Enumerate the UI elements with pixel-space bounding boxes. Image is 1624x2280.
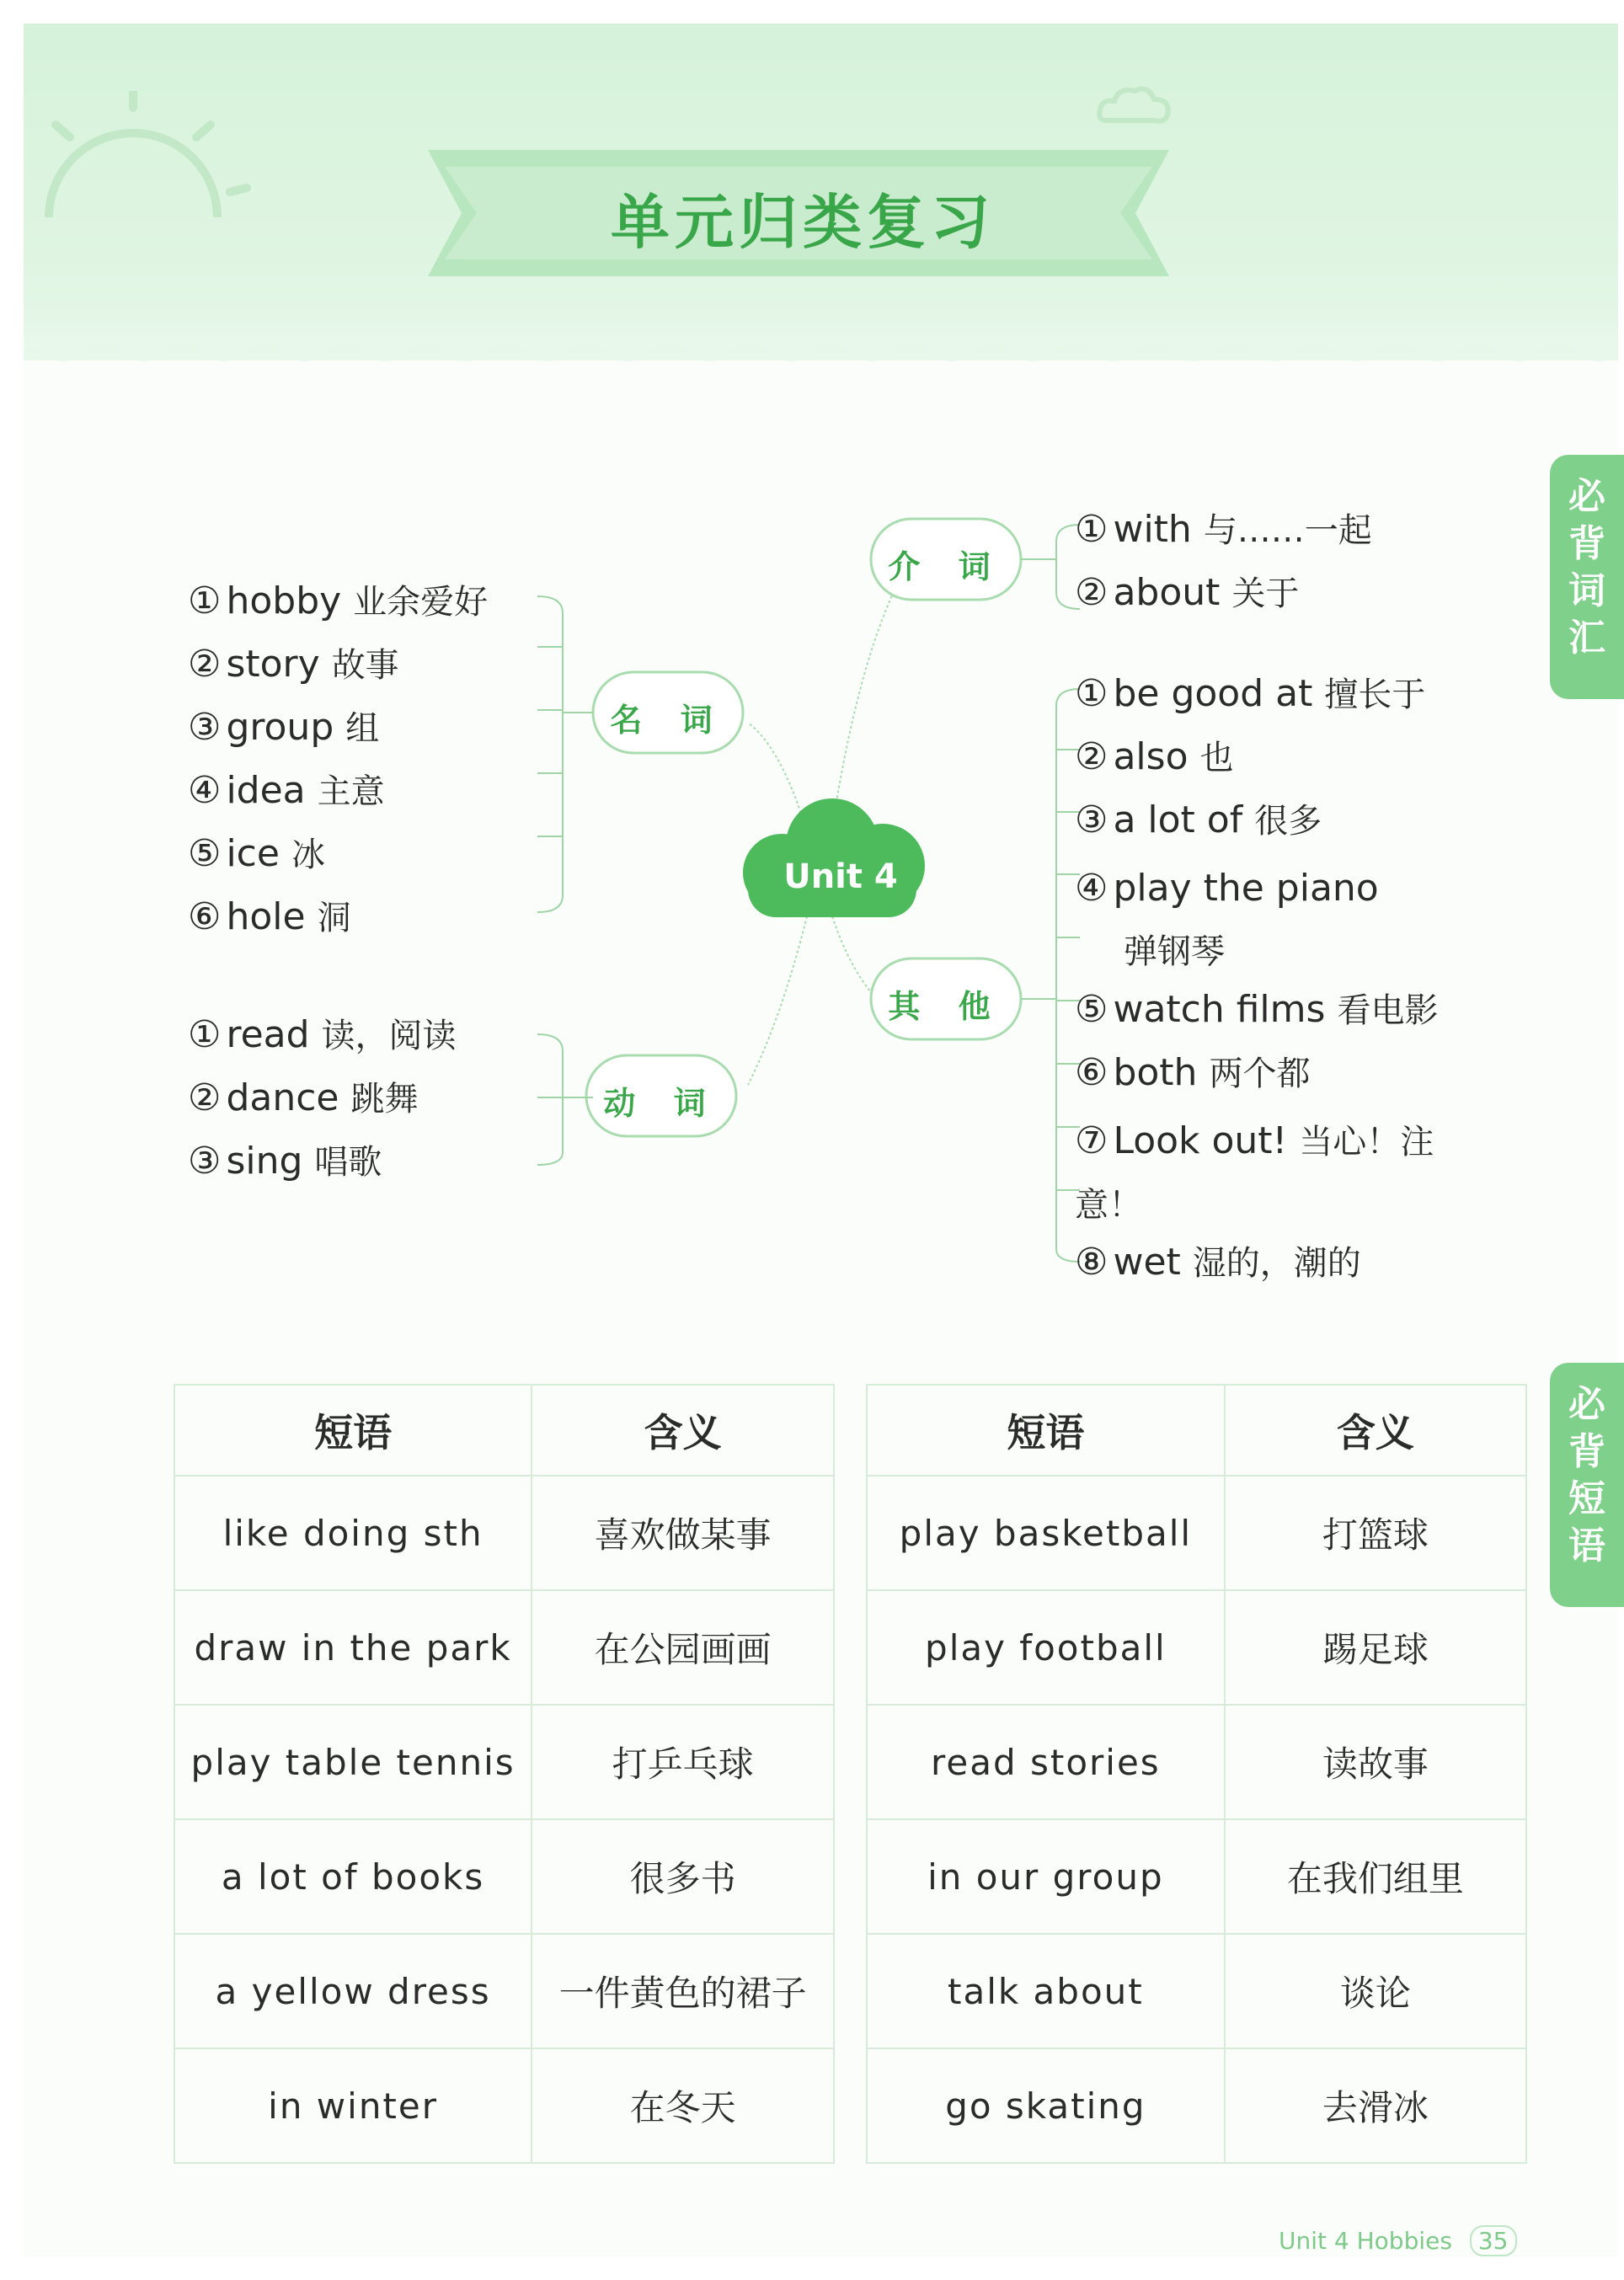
table-row xyxy=(174,1705,834,1819)
phrase-cell: in winter xyxy=(174,2048,532,2163)
table-row xyxy=(867,1934,1526,2048)
item-number: ③ xyxy=(188,1140,222,1183)
item-number: ⑤ xyxy=(188,832,222,875)
side-tab-char: 词 xyxy=(1568,569,1605,612)
item-number: ⑧ xyxy=(1075,1241,1108,1284)
side-tab-char: 必 xyxy=(1568,1383,1605,1426)
phrase-cell: play table tennis xyxy=(174,1705,532,1819)
item-en: sing xyxy=(226,1140,303,1183)
item-number: ② xyxy=(188,1076,222,1119)
item-en: story xyxy=(226,643,320,686)
side-tab-char: 背 xyxy=(1568,522,1605,565)
meaning-cell: 在冬天 xyxy=(532,2048,834,2163)
item-en: with xyxy=(1113,508,1192,551)
other-item xyxy=(1075,668,1425,716)
phrase-cell: read stories xyxy=(867,1705,1225,1819)
item-number: ② xyxy=(1075,571,1108,614)
side-tab-char: 必 xyxy=(1568,475,1605,518)
side-tab-char: 语 xyxy=(1568,1524,1605,1567)
item-number: ③ xyxy=(188,706,222,749)
node-label-nouns: 名 词 xyxy=(610,702,726,739)
item-cn: 故事 xyxy=(331,646,399,685)
page-footer xyxy=(1279,2225,1517,2256)
table-row xyxy=(867,1705,1526,1819)
item-cn: 与……一起 xyxy=(1203,511,1372,550)
item-number: ① xyxy=(1075,672,1108,715)
item-number: ① xyxy=(188,1013,222,1056)
item-number: ② xyxy=(188,643,222,686)
item-cn: 唱歌 xyxy=(314,1143,382,1182)
item-cn: 跳舞 xyxy=(350,1080,419,1119)
header-phrase: 短语 xyxy=(174,1385,532,1476)
item-en: watch films xyxy=(1113,988,1326,1031)
item-cn: 湿的，潮的 xyxy=(1192,1244,1361,1283)
table-row xyxy=(867,1590,1526,1705)
header-meaning: 含义 xyxy=(1225,1385,1526,1476)
item-en: hobby xyxy=(226,579,342,622)
noun-item xyxy=(188,638,399,686)
verb-item xyxy=(188,1072,419,1120)
item-cn: 关于 xyxy=(1231,574,1300,613)
side-tab-phrases xyxy=(1550,1363,1624,1607)
item-cn: 主意 xyxy=(317,772,385,811)
center-node-label: Unit 4 xyxy=(783,857,898,896)
item-cn: 业余爱好 xyxy=(353,583,489,622)
meaning-cell: 在公园画画 xyxy=(532,1590,834,1705)
other-item xyxy=(1075,731,1233,779)
phrase-cell: like doing sth xyxy=(174,1476,532,1590)
side-tab-char: 汇 xyxy=(1568,617,1605,659)
item-number: ④ xyxy=(188,769,222,812)
item-number: ③ xyxy=(1075,798,1108,841)
table-row xyxy=(867,2048,1526,2163)
phrase-cell: play football xyxy=(867,1590,1225,1705)
item-cn: 读，阅读 xyxy=(321,1017,457,1055)
phrase-table-right xyxy=(866,1384,1527,2164)
phrase-cell: draw in the park xyxy=(174,1590,532,1705)
meaning-cell: 一件黄色的裙子 xyxy=(532,1934,834,2048)
item-cn: 冰 xyxy=(291,836,325,874)
noun-item xyxy=(188,891,351,939)
item-en: a lot of xyxy=(1113,798,1243,841)
verb-item xyxy=(188,1135,382,1183)
item-en: ice xyxy=(226,832,280,875)
item-en: Look out! xyxy=(1113,1119,1288,1162)
noun-item xyxy=(188,575,488,623)
table-row xyxy=(174,1590,834,1705)
item-number: ② xyxy=(1075,735,1108,778)
noun-item xyxy=(188,828,325,876)
item-number: ⑥ xyxy=(188,895,222,938)
item-en: be good at xyxy=(1113,672,1313,715)
item-cn: 很多 xyxy=(1254,802,1322,841)
item-number: ① xyxy=(188,579,222,622)
item-en: read xyxy=(226,1013,310,1056)
meaning-cell: 打篮球 xyxy=(1225,1476,1526,1590)
table-row xyxy=(174,1819,834,1934)
item-cn: 组 xyxy=(345,709,380,748)
meaning-cell: 打乒乓球 xyxy=(532,1705,834,1819)
side-tab-char: 短 xyxy=(1568,1477,1605,1520)
other-item xyxy=(1075,1110,1437,1236)
item-en: idea xyxy=(226,769,306,812)
meaning-cell: 很多书 xyxy=(532,1819,834,1934)
item-number: ① xyxy=(1075,508,1108,551)
meaning-cell: 踢足球 xyxy=(1225,1590,1526,1705)
table-header-row xyxy=(867,1385,1526,1476)
noun-item xyxy=(188,765,385,813)
other-item xyxy=(1075,1236,1361,1284)
meaning-cell: 喜欢做某事 xyxy=(532,1476,834,1590)
table-row xyxy=(174,1934,834,2048)
node-label-verbs: 动 词 xyxy=(603,1085,719,1122)
item-cn: 洞 xyxy=(317,899,351,937)
other-item xyxy=(1075,794,1322,842)
item-number: ⑦ xyxy=(1075,1119,1108,1162)
item-cn: 看电影 xyxy=(1337,991,1439,1030)
phrase-cell: a yellow dress xyxy=(174,1934,532,2048)
table-row xyxy=(867,1819,1526,1934)
footer-unit: Unit 4 xyxy=(1279,2227,1349,2255)
preposition-item xyxy=(1075,567,1299,615)
node-label-prepositions: 介 词 xyxy=(888,548,1004,585)
page-title: 单元归类复习 xyxy=(611,188,995,257)
phrase-table-left xyxy=(174,1384,835,2164)
item-en: also xyxy=(1113,735,1189,778)
header-phrase: 短语 xyxy=(867,1385,1225,1476)
noun-item xyxy=(188,702,379,750)
item-en: dance xyxy=(226,1076,339,1119)
header-meaning: 含义 xyxy=(532,1385,834,1476)
other-item xyxy=(1075,984,1438,1032)
side-tab-char: 背 xyxy=(1568,1430,1605,1473)
item-en: both xyxy=(1113,1051,1198,1094)
item-en: about xyxy=(1113,571,1221,614)
item-cn: 两个都 xyxy=(1209,1055,1311,1093)
item-number: ⑤ xyxy=(1075,988,1108,1031)
table-row xyxy=(867,1476,1526,1590)
meaning-cell: 去滑冰 xyxy=(1225,2048,1526,2163)
meaning-cell: 在我们组里 xyxy=(1225,1819,1526,1934)
other-item xyxy=(1075,1047,1310,1095)
other-item xyxy=(1075,857,1445,983)
preposition-item xyxy=(1075,504,1372,552)
phrase-cell: go skating xyxy=(867,2048,1225,2163)
item-cn: 也 xyxy=(1199,739,1234,777)
verb-item xyxy=(188,1009,457,1057)
node-label-others: 其 他 xyxy=(888,988,1004,1025)
table-header-row xyxy=(174,1385,834,1476)
item-cn: 弹钢琴 xyxy=(1124,932,1225,971)
item-en: hole xyxy=(226,895,306,938)
phrase-cell: talk about xyxy=(867,1934,1225,2048)
footer-title: Hobbies xyxy=(1356,2227,1452,2255)
item-en: play the piano xyxy=(1113,867,1379,910)
item-en: group xyxy=(226,706,334,749)
phrase-cell: play basketball xyxy=(867,1476,1225,1590)
item-cn: 擅长于 xyxy=(1324,675,1426,714)
phrase-cell: a lot of books xyxy=(174,1819,532,1934)
meaning-cell: 谈论 xyxy=(1225,1934,1526,2048)
table-row xyxy=(174,2048,834,2163)
phrase-cell: in our group xyxy=(867,1819,1225,1934)
item-number: ④ xyxy=(1075,867,1108,910)
page-number: 35 xyxy=(1470,2225,1517,2256)
item-cn: 当心！注意！ xyxy=(1075,1123,1434,1225)
item-number: ⑥ xyxy=(1075,1051,1108,1094)
item-en: wet xyxy=(1113,1241,1181,1284)
meaning-cell: 读故事 xyxy=(1225,1705,1526,1819)
page xyxy=(24,24,1618,2256)
table-row xyxy=(174,1476,834,1590)
